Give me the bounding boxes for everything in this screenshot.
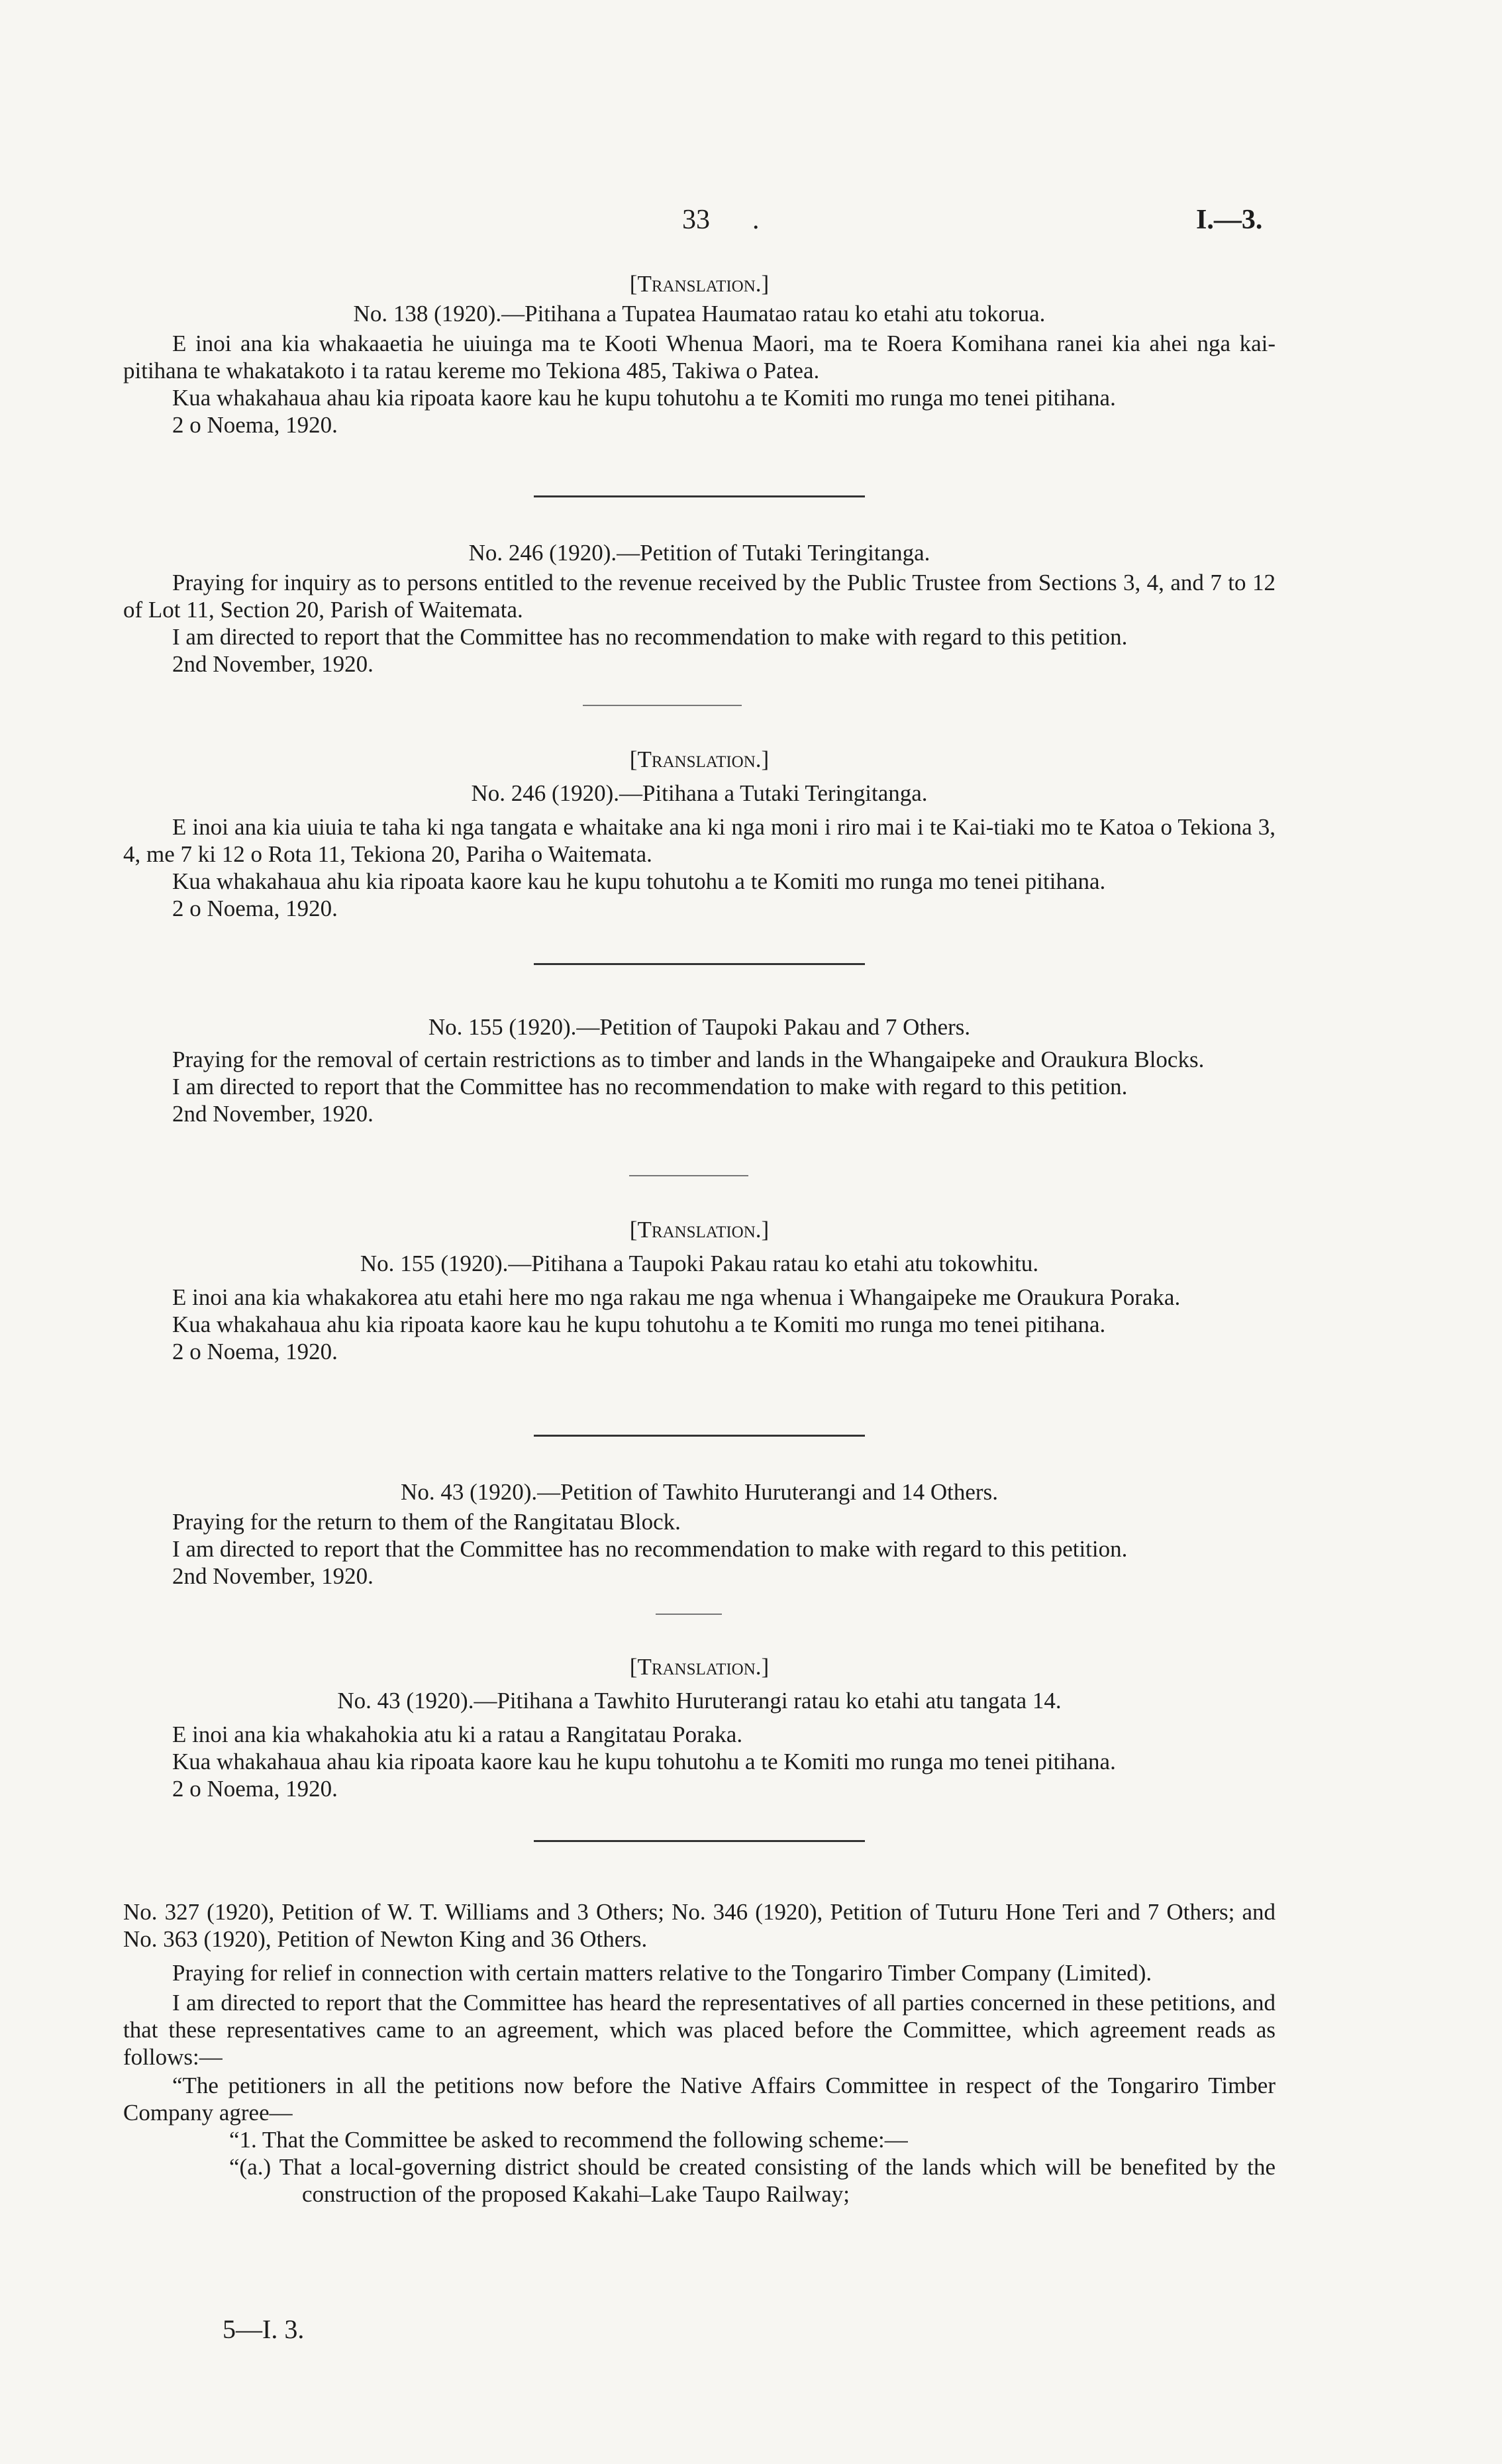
section-heading: No. 43 (1920).—Pitihana a Tawhito Huruterangi ratau ko etahi atu tangata 14. [337,1688,1062,1714]
section-paragraph: Kua whakahaua ahu kia ripoata kaore kau he kupu tohutohu a te Komiti mo runga mo tenei pitihana. [172,1311,1106,1337]
section-paragraph: Kua whakahaua ahau kia ripoata kaore kau he kupu tohutohu a te Komiti mo runga mo tenei pitihana. [172,1749,1116,1774]
section-paragraph: Praying for the return to them of the Rangitatau Block. [172,1509,681,1535]
section-date: 2nd November, 1920. [172,1563,374,1589]
scheme-item-1: “1. That the Committee be asked to recommend the following scheme:— [229,2127,908,2153]
section-paragraph: I am directed to report that the Committee has no recommendation to make with regard to this petition. [172,1536,1128,1562]
section-paragraph: Praying for relief in connection with certain matters relative to the Tongariro Timber Company (Limited). [172,1960,1152,1986]
translation-label: [Translation.] [629,271,770,297]
section-date: 2nd November, 1920. [172,1101,374,1127]
section-paragraph: I am directed to report that the Committee has heard the representatives of all parties concerned in these petitions, and that these representatives came to an agreement, which was placed before the Committee, which agreement reads as follows:— [123,1990,1276,2070]
section-246-petition [123,539,1276,678]
section-paragraph: E inoi ana kia whakaaetia he uiuinga ma te Kooti Whenua Maori, ma te Roera Komihana ranei kia ahei nga kai-pitihana te whakatakoto i ta ratau kereme mo Tekiona 485, Takiwa o Patea. [123,331,1276,384]
section-paragraph: Kua whakahaua ahau kia ripoata kaore kau he kupu tohutohu a te Komiti mo runga mo tenei pitihana. [172,385,1116,411]
section-divider-short [656,1614,722,1615]
signature-mark: 5—I. 3. [223,2314,305,2344]
section-heading: No. 246 (1920).—Petition of Tutaki Teringitanga. [468,540,930,566]
section-heading: No. 155 (1920).—Pitihana a Taupoki Pakau ratau ko etahi atu tokowhitu. [360,1251,1039,1276]
section-heading: No. 155 (1920).—Petition of Taupoki Pakau and 7 Others. [428,1014,971,1040]
section-divider-short [583,705,742,706]
translation-label: [Translation.] [629,1217,770,1243]
section-paragraph: I am directed to report that the Committee has no recommendation to make with regard to this petition. [172,624,1128,650]
section-heading: No. 138 (1920).—Pitihana a Tupatea Haumatao ratau ko etahi atu tokorua. [353,301,1046,327]
page-number: 33 [682,205,710,235]
section-heading: No. 246 (1920).—Pitihana a Tutaki Teringitanga. [471,780,928,806]
section-paragraph: E inoi ana kia whakahokia atu ki a ratau a Rangitatau Poraka. [172,1721,743,1747]
translation-label: [Translation.] [629,746,770,772]
section-date: 2 o Noema, 1920. [172,896,338,921]
section-divider [534,1840,865,1842]
section-heading: No. 43 (1920).—Petition of Tawhito Huruterangi and 14 Others. [401,1479,998,1505]
section-date: 2 o Noema, 1920. [172,412,338,438]
section-43-petition [123,1478,1276,1590]
section-138-translation [123,270,1276,438]
section-155-translation [123,1216,1276,1365]
header-dot: . [752,205,760,235]
section-paragraph: Kua whakahaua ahu kia ripoata kaore kau he kupu tohutohu a te Komiti mo runga mo tenei pitihana. [172,868,1106,894]
section-date: 2 o Noema, 1920. [172,1339,338,1364]
section-155-petition [123,1013,1276,1127]
scheme-item-a: “(a.) That a local-governing district should be created consisting of the lands which will be benefited by the construction of the proposed Kakahi–Lake Taupo Railway; [229,2154,1276,2207]
section-43-translation [123,1653,1276,1802]
section-heading: No. 327 (1920), Petition of W. T. Williams and 3 Others; No. 346 (1920), Petition of Tuturu Hone Teri and 7 Others; and No. 363 (1920), Petition of Newton King and 36 Others. [123,1899,1276,1952]
section-divider-short [629,1175,748,1176]
section-paragraph: I am directed to report that the Committee has no recommendation to make with regard to this petition. [172,1074,1128,1100]
section-paragraph: Praying for the removal of certain restrictions as to timber and lands in the Whangaipeke and Oraukura Blocks. [172,1047,1205,1072]
section-date: 2nd November, 1920. [172,651,374,677]
page-header [0,207,1502,240]
section-paragraph: Praying for inquiry as to persons entitled to the revenue received by the Public Trustee from Sections 3, 4, and 7 to 12 of Lot 11, Section 20, Parish of Waitemata. [123,570,1276,623]
section-paragraph: E inoi ana kia whakakorea atu etahi here mo nga rakau me nga whenua i Whangaipeke me Oraukura Poraka. [172,1284,1181,1310]
translation-label: [Translation.] [629,1654,770,1680]
section-date: 2 o Noema, 1920. [172,1776,338,1802]
section-divider [534,1435,865,1437]
section-246-translation [123,746,1276,922]
section-divider [534,495,865,497]
section-divider [534,963,865,965]
section-327-346-363-petitions [123,1898,1276,2208]
section-paragraph: E inoi ana kia uiuia te taha ki nga tangata e whaitake ana ki nga moni i riro mai i te Kai-tiaki mo te Katoa o Tekiona 3, 4, me 7 ki 12 o Rota 11, Tekiona 20, Pariha o Waitemata. [123,814,1276,867]
section-paragraph: “The petitioners in all the petitions now before the Native Affairs Committee in respect of the Tongariro Timber Company agree— [123,2073,1276,2126]
paper-reference: I.—3. [1196,205,1263,235]
